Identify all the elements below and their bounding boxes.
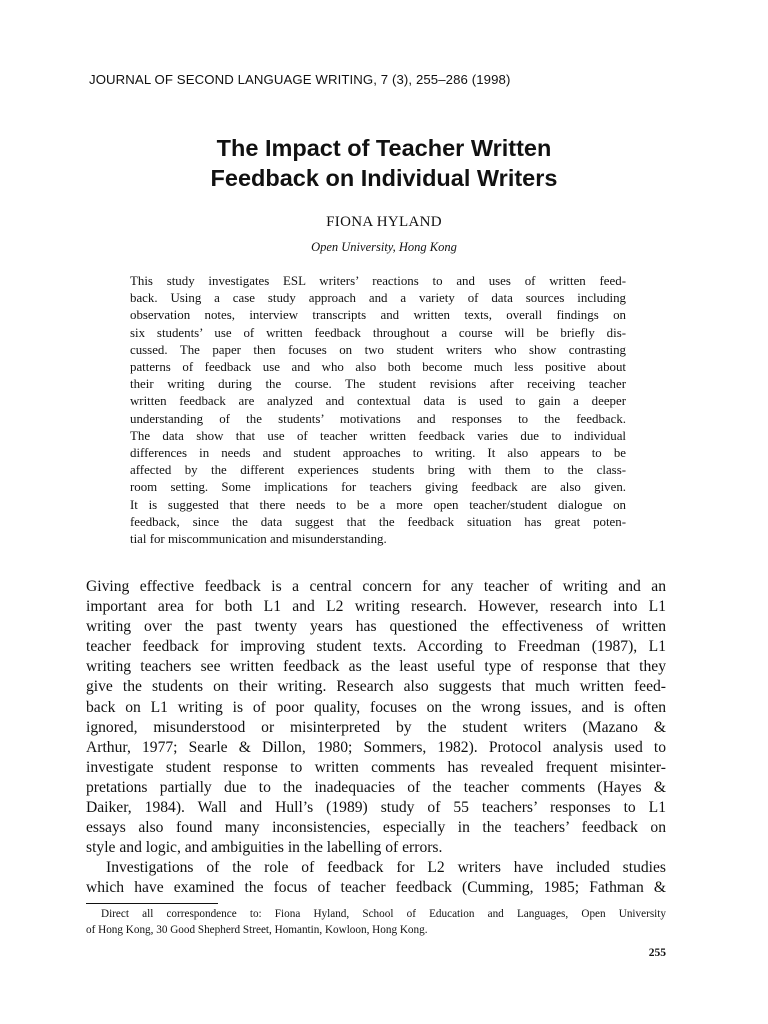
author-affiliation: Open University, Hong Kong bbox=[311, 240, 457, 254]
footnote-line: of Hong Kong, 30 Good Shepherd Street, Homantin, Kowloon, Hong Kong. bbox=[86, 924, 428, 936]
body-line: Daiker, 1984). Wall and Hull’s (1989) study of 55 teachers’ responses to L1 bbox=[86, 799, 666, 817]
author-name: FIONA HYLAND bbox=[326, 214, 442, 230]
abstract-line: tial for miscommunication and misunderstanding. bbox=[130, 532, 387, 547]
title-line: Feedback on Individual Writers bbox=[210, 165, 558, 191]
body-line: style and logic, and ambiguities in the labelling of errors. bbox=[86, 839, 443, 857]
abstract-line: their writing during the course. The student revisions after receiving teacher bbox=[130, 377, 626, 392]
body-line: important area for both L1 and L2 writing research. However, research into L1 bbox=[86, 598, 666, 616]
abstract-line: differences in needs and student approaches to writing. It also appears to be bbox=[130, 446, 626, 461]
page-number: 255 bbox=[648, 947, 666, 959]
title-line: The Impact of Teacher Written bbox=[216, 135, 552, 161]
article-title bbox=[0, 133, 768, 193]
abstract-line: patterns of feedback use and who also both become much less positive about bbox=[130, 360, 626, 375]
abstract-line: six students’ use of written feedback throughout a course will be briefly dis- bbox=[130, 325, 626, 340]
body-line: pretations partially due to the inadequacies of the teacher comments (Hayes & bbox=[86, 778, 666, 796]
journal-header: JOURNAL OF SECOND LANGUAGE WRITING, 7 (3), 255–286 (1998) bbox=[89, 72, 511, 87]
abstract-line: understanding of the students’ motivations and responses to the feedback. bbox=[130, 411, 626, 426]
abstract bbox=[130, 273, 626, 548]
body-line: essays also found many inconsistencies, especially in the teachers’ feedback on bbox=[86, 819, 666, 837]
body-line: give the students on their writing. Research also suggests that much written feed- bbox=[86, 678, 666, 696]
body-line: investigate student response to written comments has revealed frequent misinter- bbox=[86, 758, 666, 776]
body-line: Arthur, 1977; Searle & Dillon, 1980; Sommers, 1982). Protocol analysis used to bbox=[86, 738, 666, 756]
body-text bbox=[86, 577, 666, 899]
abstract-line: back. Using a case study approach and a variety of data sources including bbox=[130, 291, 626, 306]
abstract-line: cussed. The paper then focuses on two student writers who show contrasting bbox=[130, 342, 626, 357]
body-line: writing over the past twenty years has questioned the effectiveness of written bbox=[86, 618, 666, 636]
body-line: ignored, misunderstood or misinterpreted by the student writers (Mazano & bbox=[86, 718, 666, 736]
footnote-divider bbox=[86, 903, 218, 904]
abstract-line: feedback, since the data suggest that the feedback situation has great poten- bbox=[130, 514, 626, 529]
abstract-line: affected by the different experiences students bring with them to the class- bbox=[130, 463, 626, 478]
body-line: which have examined the focus of teacher feedback (Cumming, 1985; Fathman & bbox=[86, 879, 666, 897]
footnote-line: Direct all correspondence to: Fiona Hyland, School of Education and Languages, Open University bbox=[101, 908, 666, 920]
body-line: Giving effective feedback is a central concern for any teacher of writing and an bbox=[86, 578, 666, 595]
body-line: teacher feedback for improving student texts. According to Freedman (1987), L1 bbox=[86, 638, 666, 656]
abstract-line: This study investigates ESL writers’ reactions to and uses of written feed- bbox=[130, 274, 626, 288]
body-line: Investigations of the role of feedback for L2 writers have included studies bbox=[106, 859, 666, 877]
abstract-line: It is suggested that there needs to be a more open teacher/student dialogue on bbox=[130, 497, 626, 512]
footnote bbox=[86, 906, 666, 938]
abstract-line: observation notes, interview transcripts and written texts, overall findings on bbox=[130, 308, 626, 323]
abstract-line: The data show that use of teacher written feedback varies due to individual bbox=[130, 428, 626, 443]
body-line: writing teachers see written feedback as the least useful type of response that they bbox=[86, 658, 666, 676]
body-line: back on L1 writing is of poor quality, focuses on the wrong issues, and is often bbox=[86, 698, 666, 716]
abstract-line: written feedback are analyzed and contextual data is used to gain a deeper bbox=[130, 394, 626, 409]
abstract-line: room setting. Some implications for teachers giving feedback are also given. bbox=[130, 480, 626, 495]
